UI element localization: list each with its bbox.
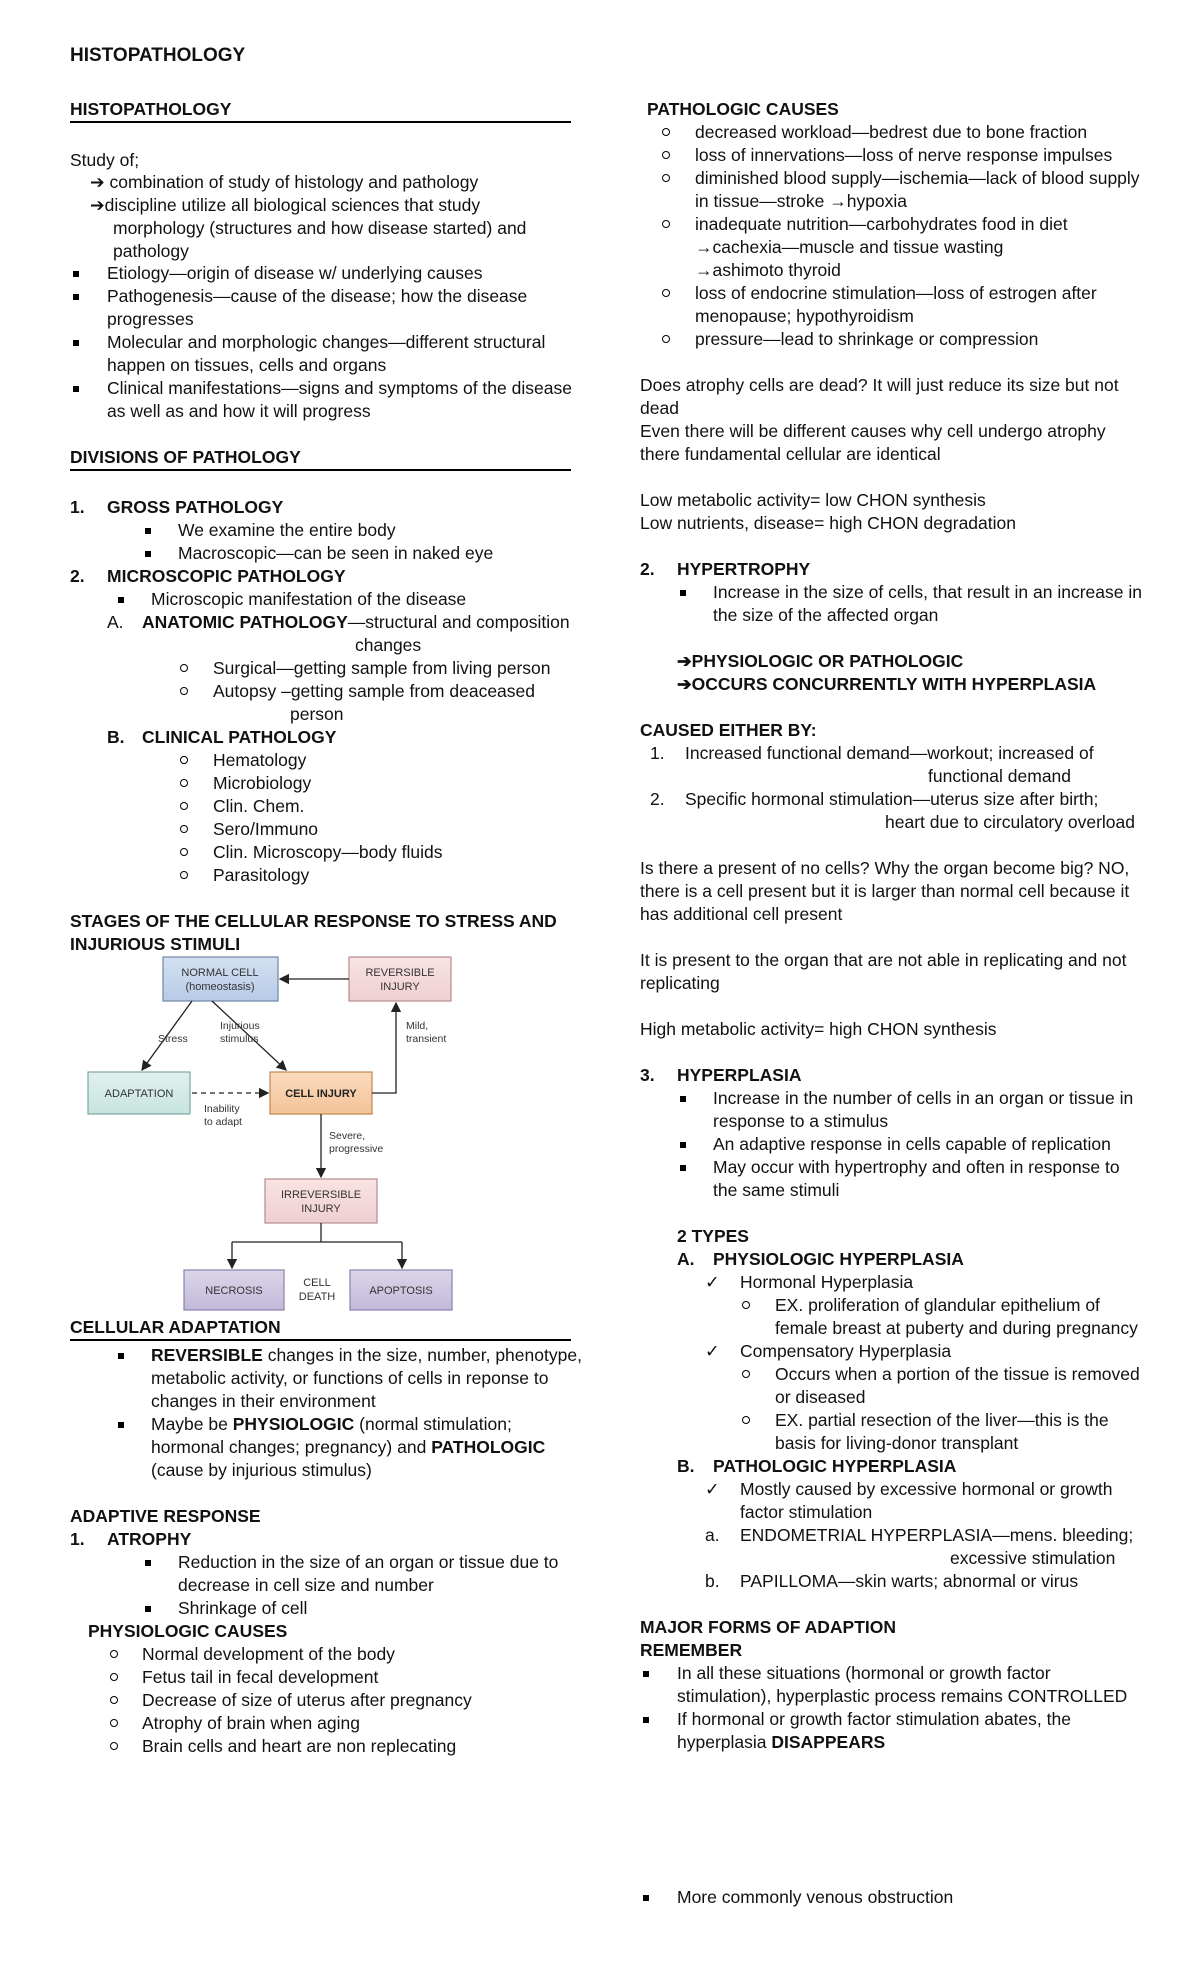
clinical-pathology-title: CLINICAL PATHOLOGY (142, 727, 337, 747)
stages-heading-line1: STAGES OF THE CELLULAR RESPONSE TO STRESS AND (70, 911, 557, 931)
bullet-square-icon (145, 1606, 151, 1612)
list-item: Increase in the number of cells in an organ or tissue in (713, 1088, 1134, 1108)
stages-heading-line2: INJURIOUS STIMULI (70, 934, 241, 954)
injurious-stimulus-label: Injurious (220, 1020, 260, 1032)
paragraph-line: Low nutrients, disease= high CHON degradation (640, 513, 1016, 533)
mild-transient-label: transient (406, 1033, 447, 1045)
list-item-continuation: menopause; hypothyroidism (695, 306, 914, 326)
bullet-square-icon (643, 1895, 649, 1901)
list-item: diminished blood supply—ischemia—lack of blood supply (695, 168, 1140, 188)
adaptation-label: ADAPTATION (104, 1088, 174, 1100)
arrow-item: ➔discipline utilize all biological sciences that study (90, 195, 481, 215)
list-item: Sero/Immuno (213, 819, 319, 839)
list-item: Microscopic manifestation of the disease (151, 589, 467, 609)
numbered-item-number: 1. (650, 743, 665, 763)
list-item-continuation: in tissue—stroke →hypoxia (695, 191, 908, 211)
footer-bullet-item: More commonly venous obstruction (677, 1887, 954, 1907)
bullet-circle-icon (110, 1650, 118, 1658)
section-heading-adaptive-response: ADAPTIVE RESPONSE (70, 1506, 261, 1526)
bullet-circle-icon (180, 687, 188, 695)
cell-injury-label: CELL INJURY (285, 1088, 357, 1100)
list-item: Hematology (213, 750, 307, 770)
arrow-item-continuation: morphology (structures and how disease started) and (113, 218, 527, 238)
bullet-square-icon (680, 1096, 686, 1102)
bullet-square-icon (73, 294, 79, 300)
anatomic-letter: A. (107, 612, 124, 632)
physiologic-hyperplasia-title: PHYSIOLOGIC HYPERPLASIA (713, 1249, 964, 1269)
list-item-continuation: →ashimoto thyroid (695, 260, 841, 280)
paragraph-line: there is a cell present but it is larger than normal cell because it (640, 881, 1130, 901)
arrow-icon: ➔ (677, 651, 692, 671)
irreversible-injury-box (265, 1179, 377, 1223)
bullet-circle-icon (180, 802, 188, 810)
bullet-circle-icon (180, 871, 188, 879)
bullet-square-icon (145, 528, 151, 534)
anatomic-continuation: changes (355, 635, 422, 655)
section-heading-histopathology: HISTOPATHOLOGY (70, 99, 232, 119)
list-item: Decrease of size of uterus after pregnancy (142, 1690, 472, 1710)
checkmark-icon: ✓ (705, 1341, 720, 1361)
bullet-square-icon (643, 1717, 649, 1723)
section-heading-cellular-adaptation: CELLULAR ADAPTATION (70, 1317, 281, 1337)
arrow-item: ➔ combination of study of histology and pathology (90, 172, 479, 192)
cell-death-label: DEATH (298, 1291, 336, 1303)
hyperplasia-title: HYPERPLASIA (677, 1065, 802, 1085)
bullet-square-icon (118, 597, 124, 603)
numbered-item-continuation: heart due to circulatory overload (885, 812, 1135, 832)
list-item: May occur with hypertrophy and often in response to (713, 1157, 1120, 1177)
list-item-continuation: happen on tissues, cells and organs (107, 355, 387, 375)
list-item: Surgical—getting sample from living person (213, 658, 551, 678)
heading-rule (70, 469, 571, 471)
atrophy-number: 1. (70, 1529, 85, 1549)
bullet-circle-icon (110, 1696, 118, 1704)
physiologic-causes-title: PHYSIOLOGIC CAUSES (88, 1621, 288, 1641)
paragraph-line: High metabolic activity= high CHON synthesis (640, 1019, 997, 1039)
normal-cell-sublabel: (homeostasis) (185, 981, 255, 993)
mild-transient-label: Mild, (406, 1020, 429, 1032)
list-item: In all these situations (hormonal or growth factor (677, 1663, 1051, 1683)
checkmark-icon: ✓ (705, 1272, 720, 1292)
list-item-continuation: female breast at puberty and during pregnancy (775, 1318, 1138, 1338)
section-heading-divisions: DIVISIONS OF PATHOLOGY (70, 447, 301, 467)
list-item: Clin. Microscopy—body fluids (213, 842, 443, 862)
bullet-circle-icon (742, 1416, 750, 1424)
list-item: Autopsy –getting sample from deaceased (213, 681, 535, 701)
arrow-icon: ➔ (90, 172, 110, 192)
necrosis-label: NECROSIS (205, 1285, 263, 1297)
list-item-continuation: or diseased (775, 1387, 866, 1407)
irreversible-injury-label: IRREVERSIBLE (280, 1189, 362, 1201)
bullet-circle-icon (180, 664, 188, 672)
arrow-item: ➔PHYSIOLOGIC OR PATHOLOGIC (677, 651, 964, 671)
list-item: Clinical manifestations—signs and symptoms of the disease (107, 378, 572, 398)
microscopic-pathology-title: MICROSCOPIC PATHOLOGY (107, 566, 346, 586)
two-types-heading: 2 TYPES (677, 1226, 749, 1246)
list-item: Etiology—origin of disease w/ underlying causes (107, 263, 483, 283)
pathologic-hyperplasia-letter: B. (677, 1456, 695, 1476)
bullet-circle-icon (662, 289, 670, 297)
cell-death-label: CELL (303, 1277, 331, 1289)
bullet-square-icon (73, 386, 79, 392)
paragraph-line: Is there a present of no cells? Why the organ become big? NO, (640, 858, 1130, 878)
major-forms-heading: MAJOR FORMS OF ADAPTION (640, 1617, 897, 1637)
bullet-circle-icon (662, 151, 670, 159)
bullet-circle-icon (180, 756, 188, 764)
irreversible-injury-label: INJURY (301, 1203, 341, 1215)
list-item: Shrinkage of cell (178, 1598, 308, 1618)
inability-to-adapt-label: Inability (204, 1103, 240, 1115)
list-item: Macroscopic—can be seen in naked eye (178, 543, 494, 563)
list-item: Pathogenesis—cause of the disease; how the disease (107, 286, 528, 306)
paragraph-line: Even there will be different causes why cell undergo atrophy (640, 421, 1106, 441)
list-item-continuation: →cachexia—muscle and tissue wasting (695, 237, 1004, 257)
arrow-injury-to-reversible (372, 1003, 396, 1093)
bullet-square-icon (680, 1142, 686, 1148)
list-item-continuation: hyperplasia DISAPPEARS (677, 1732, 886, 1752)
heading-rule (70, 121, 571, 123)
bullet-square-icon (145, 1560, 151, 1566)
list-item: loss of endocrine stimulation—loss of estrogen after (695, 283, 1097, 303)
arrow-icon: ➔ (677, 674, 692, 694)
lettered-item-continuation: excessive stimulation (950, 1548, 1116, 1568)
arrow-icon: ➔ (90, 195, 105, 215)
reversible-injury-label: REVERSIBLE (365, 967, 435, 979)
list-item-continuation: person (290, 704, 344, 724)
list-item: Fetus tail in fecal development (142, 1667, 379, 1687)
apoptosis-label: APOPTOSIS (369, 1285, 433, 1297)
study-of-label: Study of; (70, 150, 140, 170)
list-item-continuation: the same stimuli (713, 1180, 840, 1200)
list-item: Normal development of the body (142, 1644, 395, 1664)
paragraph-line: Low metabolic activity= low CHON synthesis (640, 490, 986, 510)
list-item: Parasitology (213, 865, 310, 885)
bullet-circle-icon (662, 335, 670, 343)
bullet-circle-icon (662, 128, 670, 136)
bullet-circle-icon (110, 1673, 118, 1681)
normal-cell-label: NORMAL CELL (181, 967, 259, 979)
list-item: We examine the entire body (178, 520, 396, 540)
list-item-continuation: changes in their environment (151, 1391, 376, 1411)
bullet-circle-icon (110, 1719, 118, 1727)
bullet-square-icon (118, 1353, 124, 1359)
paragraph-line: has additional cell present (640, 904, 843, 924)
gross-number: 1. (70, 497, 85, 517)
list-item-continuation: the size of the affected organ (713, 605, 939, 625)
reversible-injury-label: INJURY (380, 981, 420, 993)
list-item-continuation: decrease in cell size and number (178, 1575, 434, 1595)
severe-progressive-label: Severe, (329, 1130, 366, 1142)
list-item: Atrophy of brain when aging (142, 1713, 360, 1733)
lettered-item: PAPILLOMA—skin warts; abnormal or virus (740, 1571, 1079, 1591)
list-item: REVERSIBLE changes in the size, number, phenotype, (151, 1345, 582, 1365)
bullet-square-icon (680, 590, 686, 596)
list-item: Brain cells and heart are non replecating (142, 1736, 457, 1756)
lettered-item-letter: a. (705, 1525, 720, 1545)
bullet-circle-icon (180, 825, 188, 833)
paragraph-line: replicating (640, 973, 720, 993)
list-item: Occurs when a portion of the tissue is removed (775, 1364, 1140, 1384)
anatomic-pathology-line: ANATOMIC PATHOLOGY—structural and composition (142, 612, 570, 632)
bullet-circle-icon (742, 1370, 750, 1378)
page-title: HISTOPATHOLOGY (70, 45, 246, 66)
severe-progressive-label: progressive (329, 1143, 384, 1155)
numbered-item: Specific hormonal stimulation—uterus size after birth; (685, 789, 1099, 809)
inability-to-adapt-label: to adapt (204, 1116, 242, 1128)
bullet-square-icon (680, 1165, 686, 1171)
hypertrophy-number: 2. (640, 559, 655, 579)
bullet-circle-icon (110, 1742, 118, 1750)
list-item-continuation: response to a stimulus (713, 1111, 889, 1131)
gross-pathology-title: GROSS PATHOLOGY (107, 497, 284, 517)
arrow-item: ➔OCCURS CONCURRENTLY WITH HYPERPLASIA (677, 674, 1097, 694)
lettered-item: ENDOMETRIAL HYPERPLASIA—mens. bleeding; (740, 1525, 1134, 1545)
reversible-injury-box (349, 957, 451, 1001)
list-item-continuation: stimulation), hyperplastic process remains CONTROLLED (677, 1686, 1128, 1706)
list-item: Microbiology (213, 773, 312, 793)
injurious-stimulus-label: stimulus (220, 1033, 259, 1045)
numbered-item-number: 2. (650, 789, 665, 809)
list-item: loss of innervations—loss of nerve response impulses (695, 145, 1113, 165)
pathologic-causes-title: PATHOLOGIC CAUSES (647, 99, 839, 119)
numbered-item: Increased functional demand—workout; increased of (685, 743, 1094, 763)
list-item-continuation: as well as and how it will progress (107, 401, 371, 421)
list-item: Molecular and morphologic changes—different structural (107, 332, 546, 352)
list-item-continuation: (cause by injurious stimulus) (151, 1460, 372, 1480)
bullet-circle-icon (662, 174, 670, 182)
bullet-square-icon (643, 1671, 649, 1677)
list-item-continuation: basis for living-donor transplant (775, 1433, 1019, 1453)
remember-heading: REMEMBER (640, 1640, 743, 1660)
bullet-circle-icon (180, 848, 188, 856)
heading-rule (70, 1339, 571, 1341)
bullet-square-icon (118, 1422, 124, 1428)
list-item: EX. proliferation of glandular epithelium of (775, 1295, 1100, 1315)
list-item: Compensatory Hyperplasia (740, 1341, 952, 1361)
list-item-continuation: metabolic activity, or functions of cells in reponse to (151, 1368, 549, 1388)
stress-label: Stress (158, 1033, 188, 1045)
checkmark-icon: ✓ (705, 1479, 720, 1499)
list-item: Maybe be PHYSIOLOGIC (normal stimulation; (151, 1414, 512, 1434)
paragraph-line: It is present to the organ that are not able in replicating and not (640, 950, 1127, 970)
paragraph-line: Does atrophy cells are dead? It will just reduce its size but not (640, 375, 1119, 395)
list-item: Clin. Chem. (213, 796, 305, 816)
list-item: EX. partial resection of the liver—this is the (775, 1410, 1109, 1430)
bullet-square-icon (73, 271, 79, 277)
bullet-square-icon (145, 551, 151, 557)
list-item: If hormonal or growth factor stimulation abates, the (677, 1709, 1071, 1729)
list-item: An adaptive response in cells capable of replication (713, 1134, 1111, 1154)
list-item: Mostly caused by excessive hormonal or growth (740, 1479, 1113, 1499)
clinical-letter: B. (107, 727, 125, 747)
physiologic-hyperplasia-letter: A. (677, 1249, 695, 1269)
pathologic-hyperplasia-title: PATHOLOGIC HYPERPLASIA (713, 1456, 957, 1476)
bullet-circle-icon (662, 220, 670, 228)
hypertrophy-title: HYPERTROPHY (677, 559, 811, 579)
list-item-continuation: progresses (107, 309, 194, 329)
bullet-circle-icon (742, 1301, 750, 1309)
atrophy-title: ATROPHY (107, 1529, 192, 1549)
list-item: inadequate nutrition—carbohydrates food in diet (695, 214, 1068, 234)
list-item-continuation: factor stimulation (740, 1502, 873, 1522)
list-item: Hormonal Hyperplasia (740, 1272, 914, 1292)
list-item: Reduction in the size of an organ or tissue due to (178, 1552, 559, 1572)
numbered-item-continuation: functional demand (928, 766, 1072, 786)
bullet-square-icon (73, 340, 79, 346)
list-item: Increase in the size of cells, that result in an increase in (713, 582, 1142, 602)
normal-cell-box (163, 957, 278, 1001)
lettered-item-letter: b. (705, 1571, 720, 1591)
bullet-circle-icon (180, 779, 188, 787)
cellular-response-diagram (80, 955, 460, 1315)
arrow-item-continuation: pathology (113, 241, 189, 261)
hyperplasia-number: 3. (640, 1065, 655, 1085)
paragraph-line: dead (640, 398, 679, 418)
caused-by-title: CAUSED EITHER BY: (640, 720, 817, 740)
list-item: pressure—lead to shrinkage or compression (695, 329, 1039, 349)
paragraph-line: there fundamental cellular are identical (640, 444, 941, 464)
list-item-continuation: hormonal changes; pregnancy) and PATHOLOGIC (151, 1437, 546, 1457)
list-item: decreased workload—bedrest due to bone fraction (695, 122, 1088, 142)
micro-number: 2. (70, 566, 85, 586)
